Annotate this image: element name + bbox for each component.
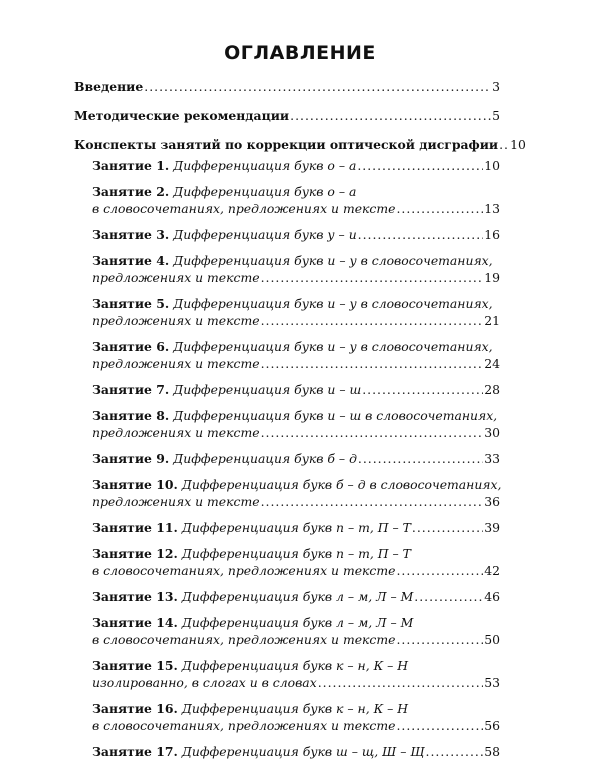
toc-entry-text: Дифференциация букв п – т, П – Т (181, 546, 411, 561)
toc-page-number: 5 (492, 108, 500, 123)
toc-entry-introduction[interactable] (74, 78, 500, 95)
toc-entry-continuation: предложениях и тексте (92, 494, 260, 509)
toc-entry-methodical-recommendations[interactable] (74, 107, 500, 124)
toc-entry-continuation: в словосочетаниях, предложениях и тексте (92, 718, 396, 733)
toc-entry-lesson-12[interactable] (74, 545, 500, 579)
toc-lesson-number: Занятие 10. (92, 477, 178, 492)
toc-entry-text: Дифференциация букв у – и (173, 227, 357, 242)
toc-entry-text: Дифференциация букв к – н, К – Н (181, 701, 409, 716)
toc-lesson-number: Занятие 1. (92, 158, 170, 173)
toc-entry-continuation: предложениях и тексте (92, 356, 260, 371)
leader-dots (499, 136, 509, 153)
toc-entry-lesson-6[interactable] (74, 338, 500, 372)
toc-lesson-number: Занятие 4. (92, 253, 170, 268)
toc-lesson-number: Занятие 5. (92, 296, 170, 311)
toc-page-number: 53 (484, 675, 500, 690)
toc-lesson-number: Занятие 2. (92, 184, 170, 199)
toc-lesson-number: Занятие 6. (92, 339, 170, 354)
toc-page-number: 24 (484, 356, 500, 371)
toc-page-number: 30 (484, 425, 500, 440)
toc-entry-lesson-9[interactable] (74, 450, 500, 467)
toc-entry-text: Дифференциация букв б – д в словосочетаниях, (181, 477, 502, 492)
toc-entry-text: Дифференциация букв о – а (173, 158, 357, 173)
leader-dots (396, 717, 483, 734)
toc-entry-lesson-13[interactable] (74, 588, 500, 605)
toc-entry-text: Конспекты занятий по коррекции оптической дисграфии (74, 137, 499, 152)
toc-page-number: 36 (484, 494, 500, 509)
leader-dots (290, 107, 491, 124)
leader-dots (358, 226, 484, 243)
toc-lesson-number: Занятие 13. (92, 589, 178, 604)
leader-dots (358, 450, 483, 467)
table-of-contents (74, 78, 526, 760)
leader-dots (414, 588, 483, 605)
toc-page-number: 33 (484, 451, 500, 466)
toc-entry-lesson-16[interactable] (74, 700, 500, 734)
toc-entry-lesson-4[interactable] (74, 252, 500, 286)
toc-page-number: 28 (484, 382, 500, 397)
toc-page-number: 3 (492, 79, 500, 94)
toc-lesson-number: Занятие 9. (92, 451, 170, 466)
toc-page-number: 46 (484, 589, 500, 604)
toc-lesson-number: Занятие 3. (92, 227, 170, 242)
toc-entry-lesson-10[interactable] (74, 476, 500, 510)
toc-entry-lesson-3[interactable] (74, 226, 500, 243)
leader-dots (357, 157, 483, 174)
toc-lesson-number: Занятие 7. (92, 382, 170, 397)
toc-entry-continuation: в словосочетаниях, предложениях и тексте (92, 563, 396, 578)
leader-dots (144, 78, 491, 95)
toc-entry-text: Дифференциация букв и – у в словосочетаниях, (173, 339, 493, 354)
toc-page-number: 19 (484, 270, 500, 285)
leader-dots (261, 424, 484, 441)
toc-page-number: 16 (484, 227, 500, 242)
toc-lesson-number: Занятие 17. (92, 744, 178, 759)
toc-page-number: 58 (484, 744, 500, 759)
toc-entry-lesson-1[interactable] (74, 157, 500, 174)
toc-entry-lesson-5[interactable] (74, 295, 500, 329)
toc-entry-continuation: в словосочетаниях, предложениях и тексте (92, 632, 396, 647)
leader-dots (412, 519, 483, 536)
toc-entry-text: Дифференциация букв б – д (173, 451, 357, 466)
toc-entry-text: Дифференциация букв и – ш в словосочетаниях, (173, 408, 498, 423)
toc-page-number: 13 (484, 201, 500, 216)
page-title: ОГЛАВЛЕНИЕ (224, 42, 376, 64)
toc-lesson-number: Занятие 12. (92, 546, 178, 561)
toc-entry-lesson-2[interactable] (74, 183, 500, 217)
toc-entry-text: Дифференциация букв и – у в словосочетаниях, (173, 253, 493, 268)
toc-entry-text: Дифференциация букв ш – щ, Ш – Щ (181, 744, 425, 759)
toc-entry-lesson-17[interactable] (74, 743, 500, 760)
toc-entry-continuation: предложениях и тексте (92, 270, 260, 285)
toc-page-number: 56 (484, 718, 500, 733)
toc-entry-text: Дифференциация букв и – у в словосочетаниях, (173, 296, 493, 311)
toc-page-number: 10 (510, 137, 526, 152)
toc-page-number: 39 (484, 520, 500, 535)
leader-dots (261, 312, 484, 329)
leader-dots (318, 674, 484, 691)
leader-dots (261, 493, 484, 510)
toc-page-number: 42 (484, 563, 500, 578)
toc-page-number: 50 (484, 632, 500, 647)
toc-entry-lesson-11[interactable] (74, 519, 500, 536)
toc-entry-continuation: изолированно, в слогах и в словах (92, 675, 317, 690)
leader-dots (261, 355, 484, 372)
toc-entry-lesson-15[interactable] (74, 657, 500, 691)
toc-entry-text: Введение (74, 79, 144, 94)
toc-entry-continuation: в словосочетаниях, предложениях и тексте (92, 201, 396, 216)
toc-lesson-number: Занятие 15. (92, 658, 178, 673)
toc-entry-continuation: предложениях и тексте (92, 313, 260, 328)
toc-page-number: 21 (484, 313, 500, 328)
toc-entry-text: Дифференциация букв и – ш (173, 382, 362, 397)
leader-dots (426, 743, 484, 760)
toc-entry-lesson-7[interactable] (74, 381, 500, 398)
toc-entry-text: Дифференциация букв л – м, Л – М (181, 615, 414, 630)
toc-entry-lesson-notes[interactable] (74, 136, 526, 153)
toc-lesson-number: Занятие 8. (92, 408, 170, 423)
toc-lesson-number: Занятие 11. (92, 520, 178, 535)
leader-dots (396, 631, 483, 648)
leader-dots (261, 269, 484, 286)
toc-entry-text: Дифференциация букв к – н, К – Н (181, 658, 409, 673)
toc-entry-lesson-14[interactable] (74, 614, 500, 648)
leader-dots (396, 562, 483, 579)
toc-entry-continuation: предложениях и тексте (92, 425, 260, 440)
toc-entry-text: Дифференциация букв о – а (173, 184, 357, 199)
leader-dots (396, 200, 483, 217)
toc-entry-text: Дифференциация букв п – т, П – Т (181, 520, 411, 535)
toc-lesson-number: Занятие 16. (92, 701, 178, 716)
leader-dots (362, 381, 483, 398)
toc-entry-text: Методические рекомендации (74, 108, 290, 123)
toc-lesson-number: Занятие 14. (92, 615, 178, 630)
toc-entry-text: Дифференциация букв л – м, Л – М (181, 589, 414, 604)
toc-entry-lesson-8[interactable] (74, 407, 500, 441)
toc-page-number: 10 (484, 158, 500, 173)
